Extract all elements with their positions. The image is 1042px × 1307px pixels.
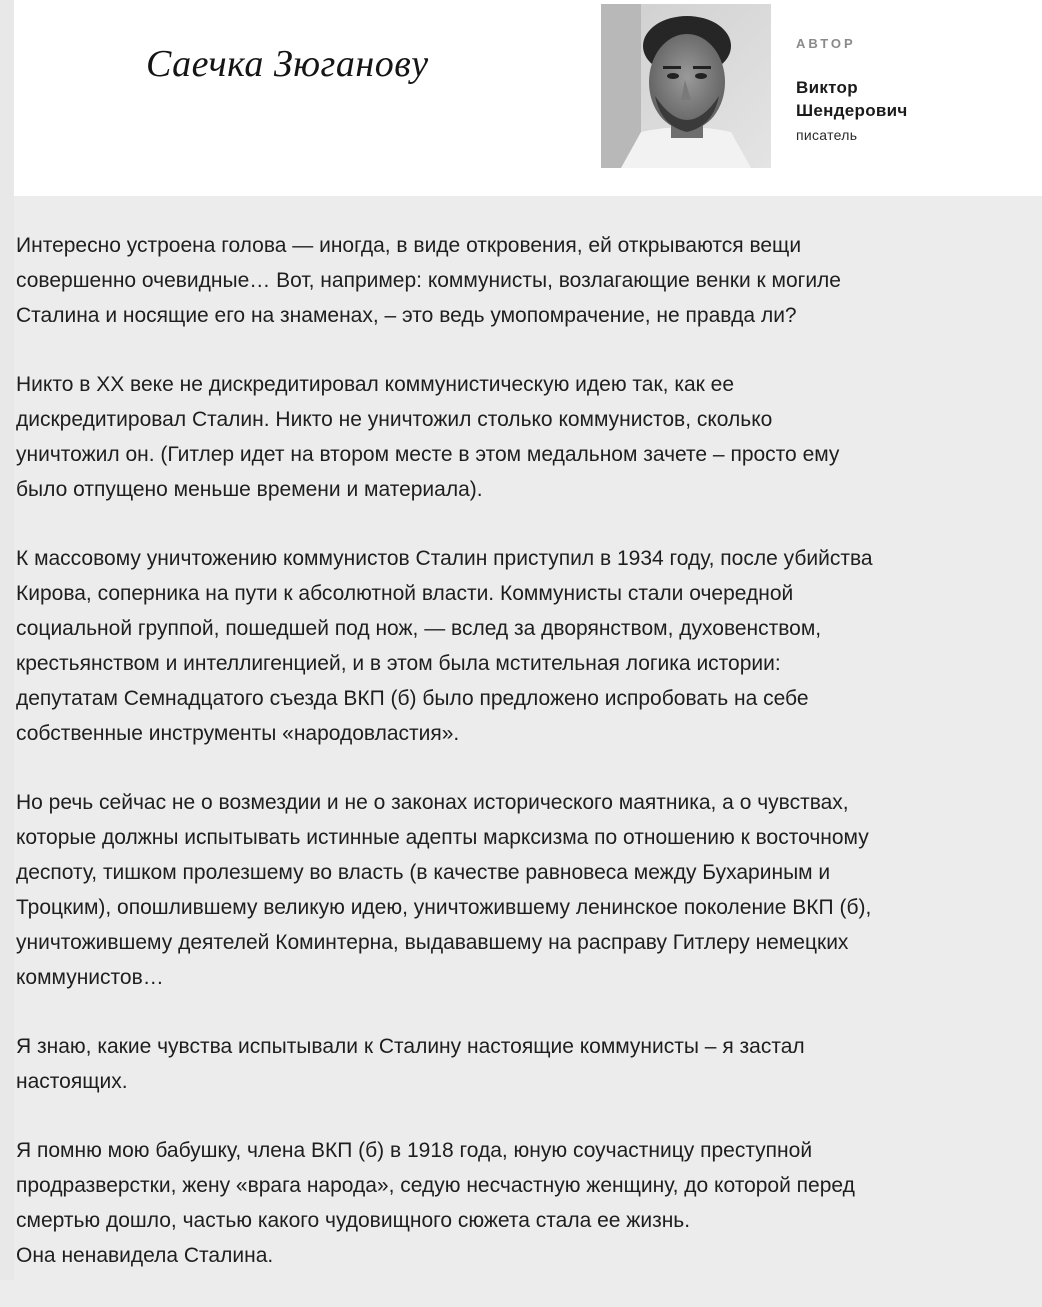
paragraph [16,785,1036,995]
paragraph [16,1029,1036,1099]
author-role: писатель [796,127,858,143]
text-line: Сталина и носящие его на знаменах, – это ведь умопомрачение, не правда ли? [16,304,797,327]
text-line: уничтожившему деятелей Коминтерна, выдававшему на расправу Гитлеру немецких [16,931,849,954]
author-last-name: Шендерович [796,101,908,120]
text-line: Троцким), опошлившему великую идею, уничтожившему ленинское поколение ВКП (б), [16,896,872,919]
text-line: деспоту, тишком пролезшему во власть (в качестве равновеса между Бухариным и [16,861,831,884]
text-line: собственные инструменты «народовластия». [16,722,460,745]
author-portrait-image [601,4,771,168]
text-line: которые должны испытывать истинные адепты марксизма по отношению к восточному [16,826,869,849]
article-header [14,0,1042,196]
author-label: АВТОР [796,36,856,51]
text-line: депутатам Семнадцатого съезда ВКП (б) было предложено испробовать на себе [16,687,809,710]
paragraph [16,1133,1036,1273]
article-body [16,228,1036,1307]
text-line: Никто в XX веке не дискредитировал коммунистическую идею так, как ее [16,373,735,396]
text-line: настоящих. [16,1070,128,1093]
text-line: Но речь сейчас не о возмездии и не о законах исторического маятника, а о чувствах, [16,791,849,814]
paragraph [16,228,1036,333]
author-photo [601,4,771,168]
text-line: крестьянством и интеллигенцией, и в этом была мстительная логика истории: [16,652,781,675]
page-margin [0,0,14,1280]
text-line: смертью дошло, частью какого чудовищного сюжета стала ее жизнь. [16,1209,691,1232]
text-line: К массовому уничтожению коммунистов Сталин приступил в 1934 году, после убийства [16,547,873,570]
text-line: совершенно очевидные… Вот, например: коммунисты, возлагающие венки к могиле [16,269,841,292]
text-line: Интересно устроена голова — иногда, в виде откровения, ей открываются вещи [16,234,802,257]
text-line: было отпущено меньше времени и материала). [16,478,483,501]
paragraph [16,367,1036,507]
paragraph [16,541,1036,751]
text-line: уничтожил он. (Гитлер идет на втором месте в этом медальном зачете – просто ему [16,443,840,466]
text-line: Я помню мою бабушку, члена ВКП (б) в 1918 года, юную соучастницу преступной [16,1139,813,1162]
text-line: коммунистов… [16,966,164,989]
text-line: Кирова, соперника на пути к абсолютной власти. Коммунисты стали очередной [16,582,794,605]
author-name[interactable] [796,76,996,122]
text-line: продразверстки, жену «врага народа», седую несчастную женщину, до которой перед [16,1174,855,1197]
article-title: Саечка Зюганову [146,43,429,85]
text-line: Она ненавидела Сталина. [16,1244,274,1267]
text-line: дискредитировал Сталин. Никто не уничтожил столько коммунистов, сколько [16,408,773,431]
author-first-name: Виктор [796,78,858,97]
text-line: социальной группой, пошедшей под нож, — вслед за дворянством, духовенством, [16,617,822,640]
text-line: Я знаю, какие чувства испытывали к Сталину настоящие коммунисты – я застал [16,1035,805,1058]
